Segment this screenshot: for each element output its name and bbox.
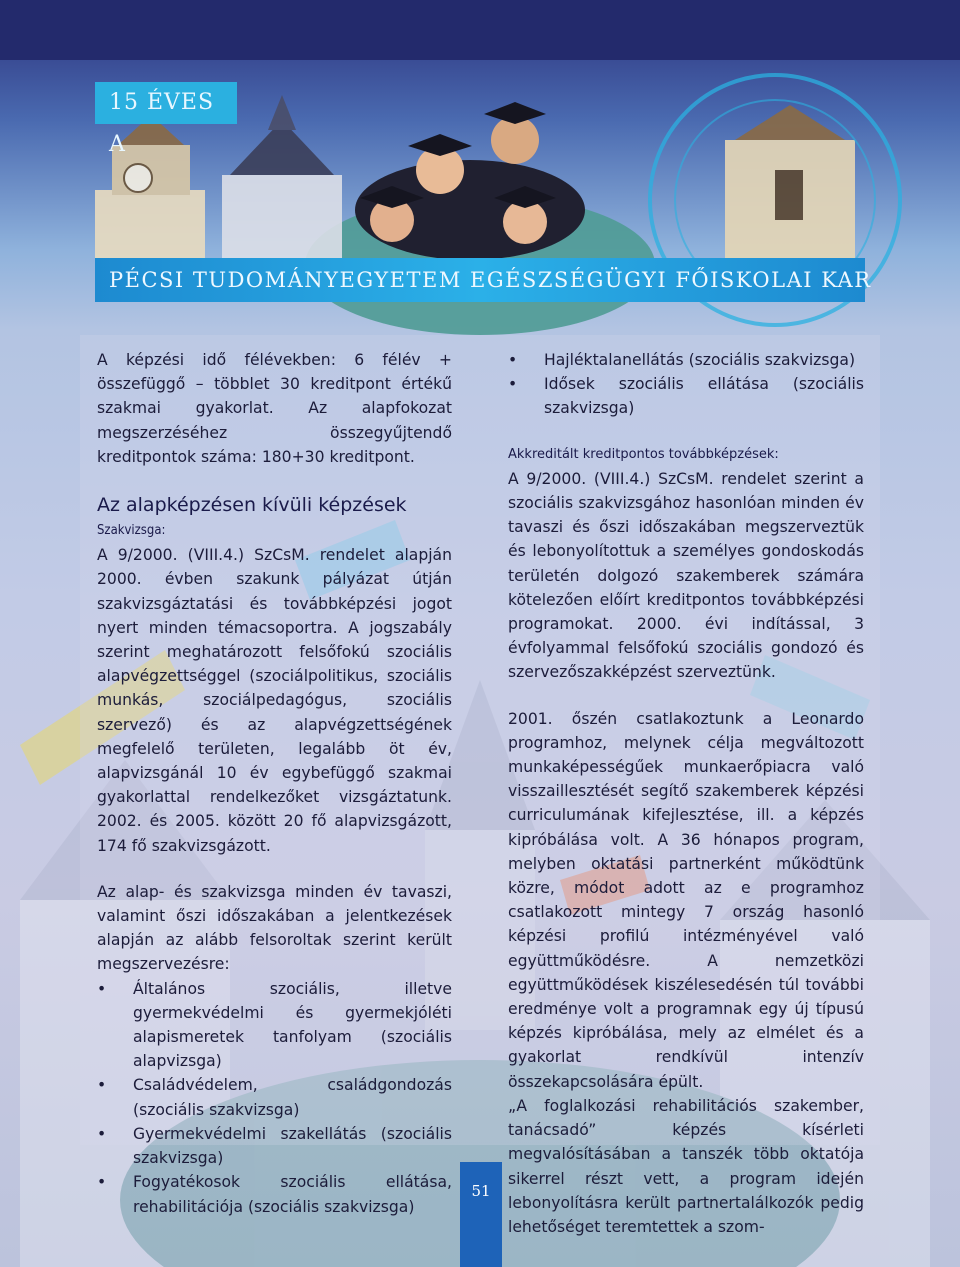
right-column bbox=[508, 348, 864, 1239]
section-heading: Az alapképzésen kívüli képzések bbox=[97, 494, 407, 517]
exam-list-continued bbox=[508, 348, 864, 421]
rehabilitation-training-paragraph: „A foglalkozási rehabilitációs szakember, tanácsadó” képzés kísérleti megvalósításában a tanszék több oktatója sikerrel részt vett, a program idején lebonyolításra került partnertalálkozók pedig lehetőséget teremtettek a szom- bbox=[508, 1096, 864, 1236]
list-item: • Családvédelem, családgondozás (szociális szakvizsga) bbox=[97, 1073, 452, 1121]
leonardo-program-paragraph: 2001. őszén csatlakoztunk a Leonardo programhoz, melynek célja megváltozott munkaképességűek munkaerőpiacra való visszaillesztését segítő szakemberek képzési curriculumának kifejlesztése, ill. a képzés kipróbálása volt. A 36 hónapos program, melyben oktatási partnerként működtünk közre, módot adott az e programhoz csatlakozott mintegy 7 ország hasonló képzési profilú intézményével való együttműködésre. A nemzetközi együttműködések kiszélesedésén túl további eredménye volt a programnak egy új típusú képzés kipróbálása, mely az elmélet és a gyakorlat rendkívül intenzív összekapcsolására épült. bbox=[508, 709, 864, 1091]
anniversary-tag: 15 ÉVES A bbox=[95, 82, 237, 124]
page-number: 51 bbox=[460, 1162, 502, 1267]
list-item: • Fogyatékosok szociális ellátása, rehabilitációja (szociális szakvizsga) bbox=[97, 1170, 452, 1218]
training-duration-paragraph: A képzési idő félévekben: 6 félév + összefüggő – többlet 30 kreditpont értékű szakmai gyakorlat. Az alapfokozat megszerzéséhez összegyűjtendő kreditpontok száma: 180+30 kreditpont. bbox=[97, 351, 452, 466]
list-item: • Gyermekvédelmi szakellátás (szociális szakvizsga) bbox=[97, 1122, 452, 1170]
left-column bbox=[97, 348, 452, 1219]
faculty-title-banner: PÉCSI TUDOMÁNYEGYETEM EGÉSZSÉGÜGYI FŐISKOLAI KAR bbox=[95, 258, 865, 302]
list-item: • Idősek szociális ellátása (szociális szakvizsga) bbox=[508, 372, 864, 420]
list-item: • Hajléktalanellátás (szociális szakvizsga) bbox=[508, 348, 864, 372]
exam-rights-paragraph: A 9/2000. (VIII.4.) SzCsM. rendelet alapján 2000. évben szakunk pályázat útján szakvizsgáztatási és továbbképzési jogot nyert minden témacsoportra. A jogszabály szerint meghatározott felsőfokú szociális alapvégzettséggel (szociálpolitikus, szociális munkás, szociálpedagógus, szociális szervező) és az alapvégzettségének megfelelő területen, legalább öt év, alapvizsgánál 10 év egybefüggő szakmai gyakorlattal rendelkezőket vizsgáztatunk. 2002. és 2005. között 20 fő alapvizsgázott, 174 fő szakvizsgázott. bbox=[97, 546, 452, 855]
subheading-szakvizsga: Szakvizsga: bbox=[97, 523, 166, 539]
exam-schedule-paragraph: Az alap- és szakvizsga minden év tavaszi, valamint őszi időszakában a jelentkezések alapján az alább felsoroltak szerint került megszervezésre: bbox=[97, 882, 452, 974]
exam-list bbox=[97, 977, 452, 1219]
subheading-accredited: Akkreditált kreditpontos továbbképzések: bbox=[508, 446, 779, 462]
list-item: • Általános szociális, illetve gyermekvédelmi és gyermekjóléti alapismeretek tanfolyam (szociális alapvizsga) bbox=[97, 977, 452, 1074]
accredited-training-paragraph: A 9/2000. (VIII.4.) SzCsM. rendelet szerint a szociális szakvizsgához hasonlóan minden év tavaszi és őszi időszakában megszerveztük és lebonyolítottuk a személyes gondoskodás területén dolgozó szakemberek számára kötelezően előírt kreditpontos továbbképzési programokat. 2000. évi indítással, 3 évfolyammal felsőfokú szociális gondozó és szervezőszakképzést szerveztünk. bbox=[508, 469, 864, 682]
